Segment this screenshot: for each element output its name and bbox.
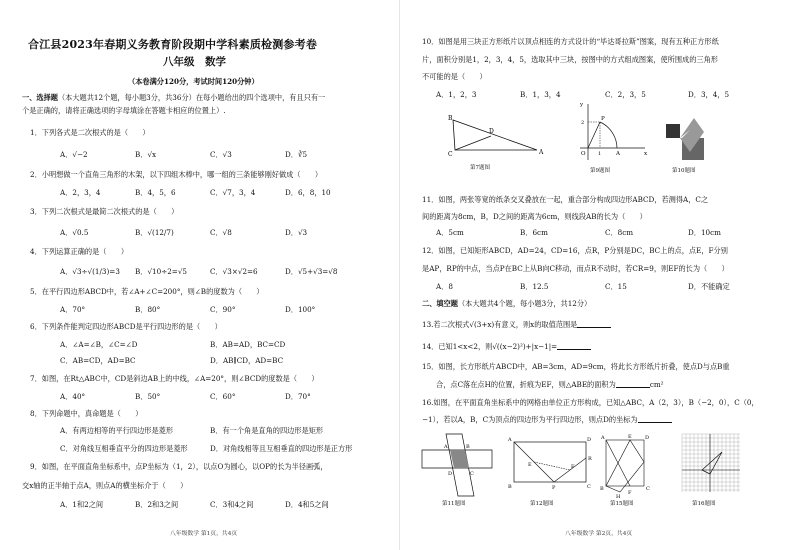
q15-label-h: H [616, 494, 621, 500]
q11-option-d: D．10cm [688, 228, 721, 237]
q9-option-c: C．3和4之间 [210, 500, 254, 509]
section1-heading: 一、选择题 [22, 93, 58, 102]
q5-option-c: C．90° [210, 305, 236, 314]
q7-option-a: A．40° [60, 392, 86, 401]
q12-label-f: F [571, 464, 575, 470]
q15-answer-blank[interactable] [616, 380, 650, 388]
q9-label-o: O [581, 151, 586, 157]
q15-line2 [436, 380, 664, 389]
figure-q10-pythagoras [660, 110, 720, 166]
q1-option-d: D．∛5 [285, 150, 308, 159]
exam-note: （本卷满分120分，考试时间120分钟） [128, 77, 259, 86]
q14-line [422, 342, 591, 351]
figure-q9-coordinate [570, 100, 650, 164]
q7-option-d: D．70° [285, 392, 311, 401]
q10-option-a: A．1，2，3 [436, 90, 477, 99]
q11-stem-line2: 间的距离为8cm，B，D之间的距离为6cm，则线段AB的长为（ ） [422, 212, 647, 221]
q9-label-2: 2 [581, 120, 585, 126]
q2-stem: 2．小明想做一个直角三角形的木架，以下四组木棒中，哪一组的三条能够刚好做成（ ） [30, 170, 323, 179]
q12-option-b: B．12.5 [520, 282, 549, 291]
q11-label-a: A [444, 444, 448, 450]
q15-label-c: C [646, 486, 650, 492]
q7-label-d: D [489, 128, 494, 135]
q15-stem-line2: 合，点C落在点H的位置，折痕为EF，则△ABE的面积为 [436, 380, 616, 389]
q12-option-a: A．8 [436, 282, 453, 291]
q12-label-r: R [588, 456, 592, 462]
q6-option-d: D．AB∥CD，AD=BC [210, 356, 284, 365]
q2-option-b: B．4，5，6 [135, 188, 176, 197]
page-right [400, 0, 794, 550]
q7-label-a: A [539, 149, 544, 156]
q6-option-a: A．∠A=∠B，∠C=∠D [60, 340, 138, 349]
q9-stem-line1: 9．如图，在平面直角坐标系中，点P坐标为（1，2），以点O为圆心，以OP的长为半径画弧， [30, 462, 328, 471]
q5-option-b: B．80° [135, 305, 161, 314]
figure-q11-strips [422, 432, 492, 498]
q14-stem: 14．已知1<x<2，则√((x−2)²)+|x−1|= [422, 342, 558, 351]
q4-option-d: D．√5+√3=√8 [285, 267, 338, 276]
q13-line [422, 320, 611, 329]
q9-label-x: x [644, 151, 648, 157]
q3-option-b: B．√(12/7) [135, 228, 174, 237]
q10-stem-line3: 不可能的是（ ） [422, 72, 487, 81]
figure-q11-caption: 第11题图 [442, 501, 466, 507]
page-footer-right: 八年级数学 第2页，共4页 [565, 531, 633, 537]
q12-stem-line2: 是AP，RP的中点，当点P在BC上从B向C移动，而点R不动时，若CR=9，则EF的长为（ ） [422, 264, 729, 273]
q11-stem-line1: 11．如图，两张等宽的纸条交叉叠放在一起，重合部分构成四边形ABCD，若测得A，C之 [422, 195, 709, 204]
q12-label-c: C [587, 484, 591, 490]
q10-option-c: C．2，3，5 [605, 90, 646, 99]
figure-q10-caption: 第10题图 [672, 168, 696, 174]
q15-label-b: B [600, 486, 604, 492]
q9-label-a: A [616, 151, 620, 157]
q16-answer-blank[interactable] [638, 415, 672, 423]
q10-option-d: D．3，4，5 [688, 90, 730, 99]
section1-desc-2: 个是正确的，请将正确选项的字母填涂在答题卡相应的位置上）. [22, 106, 226, 115]
section1-desc-1: （本大题共12个题，每小题3分，共36分）在每小题给出的四个选项中，有且只有一 [57, 93, 326, 102]
q9-label-y: y [580, 102, 584, 108]
section2-heading: 二、填空题 [422, 299, 458, 308]
figure-q12-rectangle [508, 436, 592, 490]
q8-option-c: C．对角线互相垂直平分的四边形是菱形 [60, 444, 188, 453]
q16-stem-line1: 16.如图，在平面直角坐标系中的网格由单位正方形构成，已知△ABC，A（2，3），B（−2，0），C（0， [422, 398, 759, 407]
q7-label-c: C [448, 151, 453, 158]
q11-label-d: D [448, 471, 453, 477]
q9-option-b: B．2和3之间 [135, 500, 179, 509]
q13-stem: 13.若二次根式√(3+x)有意义，则x的取值范围是 [422, 320, 578, 329]
q2-option-d: D．6，8，10 [285, 188, 331, 197]
q14-answer-blank[interactable] [557, 342, 591, 350]
q10-option-b: B．1，3，4 [520, 90, 561, 99]
figure-q15-caption: 第15题图 [610, 501, 634, 507]
q15-label-d: D [645, 435, 650, 441]
q9-label-p: P [601, 116, 605, 122]
q15-label-f: F [628, 490, 632, 496]
q13-answer-blank[interactable] [577, 320, 611, 328]
figure-q7-caption: 第7题图 [470, 165, 490, 171]
q8-option-b: B．有一个角是直角的四边形是矩形 [210, 426, 324, 435]
section2-heading-line [422, 299, 591, 308]
q12-label-p: P [552, 485, 556, 491]
q5-option-a: A．70° [60, 305, 86, 314]
figure-q16-grid [680, 432, 742, 494]
q4-stem: 4．下列运算正确的是（ ） [30, 247, 129, 256]
q2-option-a: A．2，3，4 [60, 188, 101, 197]
q9-stem-line2: 交x轴的正半轴于点A，则点A的横坐标介于（ ） [22, 481, 188, 490]
section1-intro-line1 [22, 93, 325, 102]
exam-subtitle: 八年级 数学 [163, 56, 226, 68]
q3-option-d: D．√3 [285, 228, 308, 237]
q1-option-b: B．√x [135, 150, 157, 159]
figure-q7-triangle [445, 112, 545, 162]
q7-label-b: B [448, 115, 453, 122]
q15-unit: cm² [649, 380, 664, 389]
q4-option-c: C．√3×√2=6 [210, 267, 258, 276]
q10-stem-line1: 10．如图是用三块正方形纸片以顶点相连的方式设计的“毕达哥拉斯”图案，现有五种正方形纸 [422, 37, 719, 46]
page-footer-left: 八年级数学 第1页，共4页 [170, 531, 238, 537]
q16-line2 [422, 415, 672, 424]
q11-label-b: B [466, 444, 470, 450]
q4-option-a: A．√3÷√(1/3)=3 [60, 267, 120, 276]
q7-stem: 7．如图，在Rt△ABC中，CD是斜边AB上的中线，∠A=20°，则∠BCD的度数是（ ） [30, 374, 319, 383]
q9-label-1: 1 [598, 151, 602, 157]
q8-stem: 8．下列命题中，真命题是（ ） [30, 409, 143, 418]
q12-label-a: A [508, 437, 512, 443]
figure-q15-fold [600, 432, 654, 498]
q11-option-a: A．5cm [436, 228, 464, 237]
q15-stem-line1: 15．如图，长方形纸片ABCD中，AB=3cm，AD=9cm，将此长方形纸片折叠，使点D与点B重 [422, 362, 730, 371]
q1-option-c: C．√3 [210, 150, 232, 159]
q11-option-b: B．6cm [520, 228, 548, 237]
figure-q16-caption: 第16题图 [692, 501, 716, 507]
q5-option-d: D．100° [285, 305, 316, 314]
q12-stem-line1: 12．如图，已知矩形ABCD，AD=24，CD=16，点R，P分别是DC，BC上的点，点E，F分别 [422, 246, 728, 255]
q9-option-d: D．4和5之间 [285, 500, 329, 509]
q11-option-c: C．8cm [605, 228, 634, 237]
q10-stem-line2: 片，面积分别是1，2，3，4，5，选取其中三块，按图中的方式组成图案，使所围成的三角形 [422, 55, 718, 64]
q3-option-c: C．√8 [210, 228, 232, 237]
figure-q12-caption: 第12题图 [530, 501, 554, 507]
q8-option-a: A．有两边相等的平行四边形是菱形 [60, 426, 174, 435]
figure-q9-caption: 第9题图 [590, 168, 610, 174]
q3-option-a: A．√0.5 [60, 228, 89, 237]
q15-label-e: E [628, 434, 632, 440]
q6-option-c: C．AB=CD，AD=BC [60, 356, 136, 365]
q11-label-c: C [470, 471, 474, 477]
q12-option-d: D．不能确定 [688, 282, 730, 291]
q2-option-c: C．√7，3，4 [210, 188, 256, 197]
q7-option-c: C．60° [210, 392, 236, 401]
q1-option-a: A．√−2 [60, 150, 88, 159]
q3-stem: 3．下列二次根式是最简二次根式的是（ ） [30, 207, 179, 216]
q6-stem: 6．下列条件能判定四边形ABCD是平行四边形的是（ ） [30, 322, 222, 331]
q15-label-a: A [601, 435, 605, 441]
q16-stem-line2: −1），若以A，B，C为顶点的四边形为平行四边形，则点D的坐标为 [422, 415, 638, 424]
q8-option-d: D．对角线相等且互相垂直的四边形是正方形 [210, 444, 353, 453]
q12-label-d: D [587, 437, 592, 443]
section2-desc: （本大题共4个题，每小题3分，共12分） [457, 299, 592, 308]
exam-title: 合江县2023年春期义务教育阶段期中学科素质检测参考卷 [28, 38, 318, 51]
q1-stem: 1．下列各式是二次根式的是（ ） [30, 128, 150, 137]
q7-option-b: B．50° [135, 392, 161, 401]
q12-label-b: B [508, 484, 512, 490]
q4-option-b: B．√10÷2=√5 [135, 267, 187, 276]
q9-option-a: A．1和2之间 [60, 500, 104, 509]
q6-option-b: B．AB=AD，BC=CD [210, 340, 286, 349]
q5-stem: 5．在平行四边形ABCD中，若∠A+∠C=200°，则∠B的度数为（ ） [30, 287, 264, 296]
q12-option-c: C．15 [605, 282, 627, 291]
q12-label-e: E [528, 462, 532, 468]
